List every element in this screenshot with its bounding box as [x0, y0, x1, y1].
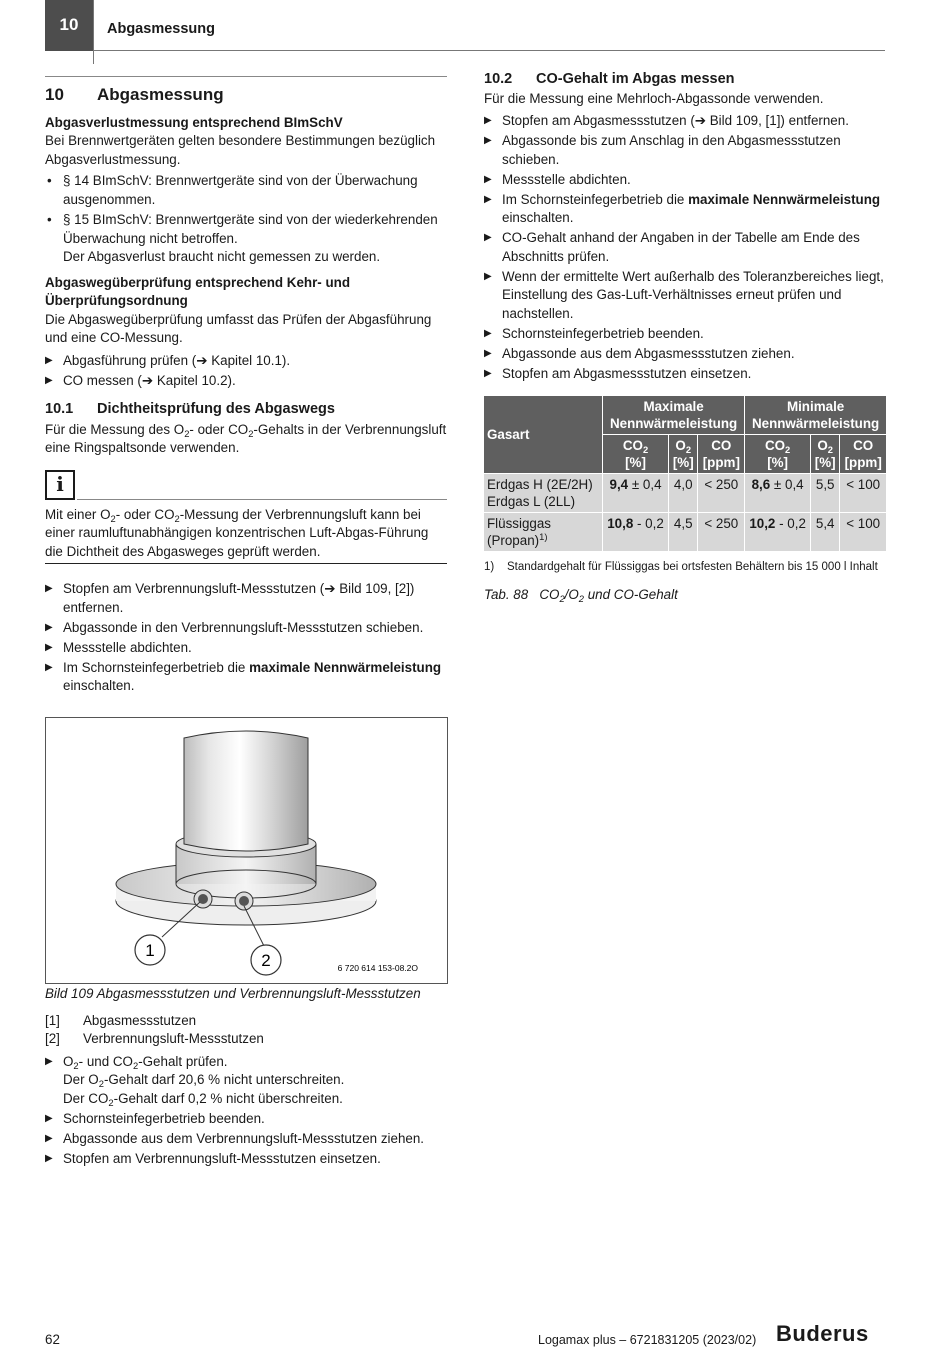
col-co2-min: $CO_2$ [%]	[745, 435, 811, 474]
chapter-number: 10	[59, 15, 79, 35]
co-table	[484, 396, 887, 552]
document-id: Logamax plus – 6721831205 (2023/02)	[538, 1333, 757, 1347]
subsection-heading-10-1	[45, 400, 447, 419]
group-min: Minimale Nennwärmeleistung	[745, 396, 887, 435]
bimschv-list	[45, 172, 447, 267]
group-max: Maximale Nennwärmeleistung	[603, 396, 745, 435]
cell-max-co: < 250	[698, 474, 745, 513]
figure-legend	[45, 1012, 447, 1049]
section-number: 10	[45, 85, 64, 104]
subsection-heading-10-2	[484, 70, 887, 89]
step-item: ▶ Stopfen am Verbrennungsluft-Messstutzen einsetzen.	[45, 1150, 447, 1169]
heading-abgasverlust: Abgasverlustmessung entsprechend BImSchV	[45, 114, 343, 130]
right-column	[484, 70, 887, 604]
table-header-row	[484, 396, 887, 435]
step-item: ▶ Schornsteinfegerbetrieb beenden.	[45, 1110, 447, 1129]
step-item: ▶ Abgassonde aus dem Verbrennungsluft-Messstutzen ziehen.	[45, 1130, 447, 1149]
cell-max-co2: 10,8 - 0,2	[603, 513, 669, 552]
step-item: ▶ Im Schornsteinfegerbetrieb die maximale Nennwärmeleistung einschalten.	[45, 659, 447, 696]
cell-max-co2: 9,4 ± 0,4	[603, 474, 669, 513]
step-item: ▶ Schornsteinfegerbetrieb beenden.	[484, 325, 887, 344]
para-ringspaltsonde: Für die Messung des $O_2-$ oder $CO_2$-Gehalts in der Verbrennungsluft eine Ringspaltsonde verwenden.	[45, 421, 447, 455]
page-number: 62	[45, 1332, 60, 1347]
left-column	[45, 76, 447, 697]
col-co-min: CO [ppm]	[840, 435, 887, 474]
step-item: ▶ Abgassonde in den Verbrennungsluft-Messstutzen schieben.	[45, 619, 447, 638]
steps-list-a	[45, 352, 447, 391]
subsection-title: CO-Gehalt im Abgas messen	[536, 71, 735, 87]
cell-gas: Erdgas H (2E/2H) Erdgas L (2LL)	[484, 474, 603, 513]
cell-gas: Flüssiggas (Propan)$^{1)}$	[484, 513, 603, 552]
legend-row: [1] Abgasmessstutzen	[45, 1012, 197, 1028]
figure-caption: Bild 109 Abgasmessstutzen und Verbrennungsluft-Messstutzen	[45, 986, 421, 1001]
info-text: Mit einer $O_2-$ oder $CO_2$-Messung der Verbrennungsluft kann bei einer raumluftunabhängigen konzentrischen Luft-Abgas-Führung die Dichtheit des Abgasweges geprüft werden.	[45, 506, 429, 559]
steps-list-b	[45, 580, 447, 696]
header-divider	[93, 0, 94, 64]
step-item: ▶ $O_2-$ und $CO_2$-Gehalt prüfen. Der $O_2$-Gehalt darf 20,6 % nicht unterschreiten. Der $CO_2$-Gehalt darf 0,2 % nicht überschreiten.	[45, 1053, 447, 1109]
cell-min-o2: 5,5	[811, 474, 840, 513]
para-abgasverlust: Bei Brennwertgeräten gelten besondere Bestimmungen bezüglich Abgasverlustmessung.	[45, 133, 436, 167]
step-item: ▶ Abgassonde aus dem Abgasmessstutzen ziehen.	[484, 345, 887, 364]
para-abgasweg: Die Abgaswegüberprüfung umfasst das Prüfen der Abgasführung und eine CO-Messung.	[45, 311, 432, 345]
cell-min-co: < 100	[840, 513, 887, 552]
header-rule	[93, 50, 885, 51]
list-item: • § 14 BImSchV: Brennwertgeräte sind von der Überwachung ausgenommen.	[45, 172, 447, 209]
step-item: ▶ Stopfen am Verbrennungsluft-Messstutzen (➔ Bild 109, [2]) entfernen.	[45, 580, 447, 617]
col-o2-min: $O_2$ [%]	[811, 435, 840, 474]
info-icon: i	[45, 470, 75, 500]
col-gasart: Gasart	[484, 396, 603, 474]
col-o2-max: $O_2$ [%]	[669, 435, 698, 474]
step-item: ▶ Abgassonde bis zum Anschlag in den Abgasmessstutzen schieben.	[484, 132, 887, 169]
subsection-number: 10.1	[45, 401, 74, 417]
flue-pipe-illustration	[46, 718, 447, 983]
step-item: ▶ Abgasführung prüfen (➔ Kapitel 10.1).	[45, 352, 447, 371]
chapter-title: Abgasmessung	[107, 21, 215, 37]
step-item: ▶ Stopfen am Abgasmessstutzen (➔ Bild 109, [1]) entfernen.	[484, 112, 887, 131]
step-item: ▶ Messstelle abdichten.	[484, 171, 887, 190]
col-co-max: CO [ppm]	[698, 435, 745, 474]
cell-max-o2: 4,5	[669, 513, 698, 552]
para-mehrloch: Für die Messung eine Mehrloch-Abgassonde verwenden.	[484, 90, 824, 106]
list-item-extra: Der Abgasverlust braucht nicht gemessen zu werden.	[63, 249, 381, 264]
cell-min-o2: 5,4	[811, 513, 840, 552]
step-item: ▶ Stopfen am Abgasmessstutzen einsetzen.	[484, 365, 887, 384]
cell-max-o2: 4,0	[669, 474, 698, 513]
section-title: Abgasmessung	[97, 85, 224, 104]
step-item: ▶ CO-Gehalt anhand der Angaben in der Tabelle am Ende des Abschnitts prüfen.	[484, 229, 887, 266]
section-rule	[45, 76, 447, 77]
table-caption: Tab. 88 $CO_2/O_2$ und CO-Gehalt	[484, 586, 678, 604]
info-bottom-rule	[45, 563, 447, 564]
step-item: ▶ Messstelle abdichten.	[45, 639, 447, 658]
chapter-number-box	[45, 0, 93, 51]
info-note-header	[45, 470, 447, 500]
left-column-lower	[45, 985, 447, 1170]
figure-109	[45, 717, 448, 984]
section-heading	[45, 86, 447, 105]
subsection-title: Dichtheitsprüfung des Abgaswegs	[97, 401, 335, 417]
table-row	[484, 474, 887, 513]
col-co2-max: $CO_2$ [%]	[603, 435, 669, 474]
table-row	[484, 513, 887, 552]
list-item	[45, 211, 447, 267]
buderus-logo: Buderus	[776, 1321, 869, 1346]
step-item: ▶ Wenn der ermittelte Wert außerhalb des Toleranzbereiches liegt, Einstellung des Gas-Luft-Verhältnisses erneut prüfen und nachstellen.	[484, 268, 887, 324]
cell-min-co2: 10,2 - 0,2	[745, 513, 811, 552]
figure-code: 6 720 614 153-08.2O	[337, 963, 418, 973]
callout-2-label: 2	[261, 951, 271, 970]
cell-max-co: < 250	[698, 513, 745, 552]
info-rule	[77, 499, 447, 500]
table-footnote: 1) Standardgehalt für Flüssiggas bei ortsfesten Behältern bis 15 000 l Inhalt	[484, 561, 878, 573]
steps-list-co	[484, 112, 887, 383]
legend-row: [2] Verbrennungsluft-Messstutzen	[45, 1031, 264, 1046]
steps-list-c	[45, 1053, 447, 1169]
cell-min-co2: 8,6 ± 0,4	[745, 474, 811, 513]
callout-1-label: 1	[145, 941, 155, 960]
step-item: ▶ CO messen (➔ Kapitel 10.2).	[45, 372, 447, 391]
cell-min-co: < 100	[840, 474, 887, 513]
list-item-text: § 15 BImSchV: Brennwertgeräte sind von der wiederkehrenden Überwachung nicht betroffen.	[63, 212, 438, 246]
heading-abgasweg: Abgaswegüberprüfung entsprechend Kehr- und Überprüfungsordnung	[45, 274, 351, 308]
subsection-number: 10.2	[484, 71, 513, 87]
step-item: ▶ Im Schornsteinfegerbetrieb die maximale Nennwärmeleistung einschalten.	[484, 191, 887, 228]
